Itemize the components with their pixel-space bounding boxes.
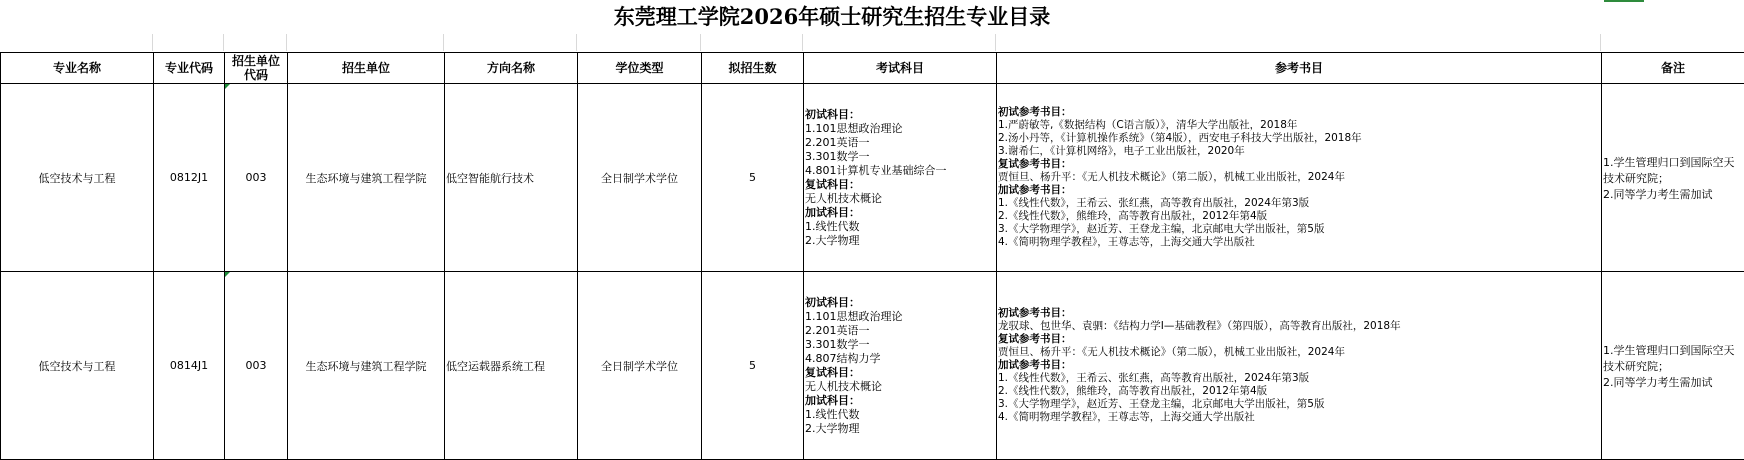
cell-notes[interactable] xyxy=(1602,272,1744,460)
exam-initial-item: 2.201英语一 xyxy=(805,136,995,150)
exam-initial-item: 1.101思想政治理论 xyxy=(805,122,995,136)
books-extra-title: 加试参考书目： xyxy=(998,359,1600,372)
books-extra-item: 1.《线性代数》，王希云、张红燕，高等教育出版社，2024年第3版 xyxy=(998,197,1600,210)
books-extra-title: 加试参考书目： xyxy=(998,184,1600,197)
gridline xyxy=(286,34,287,51)
books-initial-title: 初试参考书目： xyxy=(998,106,1600,119)
books-initial-title: 初试参考书目： xyxy=(998,307,1600,320)
cell-major-code[interactable]: 0814J1 xyxy=(154,272,225,460)
exam-initial-item: 4.807结构力学 xyxy=(805,352,995,366)
cell-major-name[interactable]: 低空技术与工程 xyxy=(1,272,154,460)
cell-major-code[interactable]: 0812J1 xyxy=(154,84,225,272)
header-reference-books[interactable]: 参考书目 xyxy=(997,53,1602,84)
note-item: 2.同等学力考生需加试 xyxy=(1603,186,1743,202)
exam-retest-title: 复试科目： xyxy=(805,178,995,192)
header-row xyxy=(1,53,1744,84)
gridline xyxy=(443,34,444,51)
cell-reference-books[interactable] xyxy=(997,272,1602,460)
cell-unit[interactable]: 生态环境与建筑工程学院 xyxy=(288,84,445,272)
gridline xyxy=(700,34,701,51)
exam-initial-item: 1.101思想政治理论 xyxy=(805,310,995,324)
exam-extra-title: 加试科目： xyxy=(805,206,995,220)
catalog-table xyxy=(0,52,1744,460)
table-row xyxy=(1,84,1744,272)
header-degree-type[interactable]: 学位类型 xyxy=(578,53,702,84)
gridline xyxy=(1600,34,1601,51)
cell-major-name[interactable]: 低空技术与工程 xyxy=(1,84,154,272)
exam-extra-title: 加试科目： xyxy=(805,394,995,408)
books-initial-item: 1.严蔚敏等,《数据结构（C语言版）》，清华大学出版社，2018年 xyxy=(998,119,1600,132)
cell-exam-subjects[interactable] xyxy=(804,272,997,460)
books-extra-item: 4.《简明物理学教程》，王尊志等，上海交通大学出版社 xyxy=(998,411,1600,424)
cell-reference-books[interactable] xyxy=(997,84,1602,272)
gridline xyxy=(576,34,577,51)
exam-extra-item: 1.线性代数 xyxy=(805,220,995,234)
cell-direction[interactable]: 低空智能航行技术 xyxy=(445,84,578,272)
page-title-text: 东莞理工学院2026年硕士研究生招生专业目录 xyxy=(614,4,1050,29)
gridline xyxy=(995,34,996,51)
books-initial-item: 2.汤小丹等，《计算机操作系统》（第4版），西安电子科技大学出版社，2018年 xyxy=(998,132,1600,145)
books-extra-item: 4.《简明物理学教程》，王尊志等，上海交通大学出版社 xyxy=(998,236,1600,249)
note-item: 2.同等学力考生需加试 xyxy=(1603,374,1743,390)
exam-initial-item: 4.801计算机专业基础综合一 xyxy=(805,164,995,178)
exam-retest-item: 无人机技术概论 xyxy=(805,380,995,394)
books-extra-item: 3.《大学物理学》，赵近芳、王登龙主编，北京邮电大学出版社，第5版 xyxy=(998,223,1600,236)
gridline xyxy=(802,34,803,51)
cell-direction[interactable]: 低空运载器系统工程 xyxy=(445,272,578,460)
exam-initial-item: 3.301数学一 xyxy=(805,150,995,164)
header-quota[interactable]: 拟招生数 xyxy=(702,53,804,84)
gridline xyxy=(152,34,153,51)
selection-marker xyxy=(1604,0,1644,2)
header-major-name[interactable]: 专业名称 xyxy=(1,53,154,84)
header-unit-code-text: 招生单位代码 xyxy=(232,54,280,82)
exam-initial-item: 3.301数学一 xyxy=(805,338,995,352)
cell-degree-type[interactable]: 全日制学术学位 xyxy=(578,272,702,460)
books-retest-title: 复试参考书目： xyxy=(998,158,1600,171)
books-extra-item: 1.《线性代数》，王希云、张红燕，高等教育出版社，2024年第3版 xyxy=(998,372,1600,385)
books-extra-item: 2.《线性代数》，熊维玲，高等教育出版社，2012年第4版 xyxy=(998,210,1600,223)
cell-unit-code[interactable]: 003 xyxy=(225,84,288,272)
exam-extra-item: 1.线性代数 xyxy=(805,408,995,422)
note-item: 1.学生管理归口到国际空天技术研究院； xyxy=(1603,342,1743,374)
header-unit-code[interactable] xyxy=(225,53,288,84)
header-exam-subjects[interactable]: 考试科目 xyxy=(804,53,997,84)
header-direction[interactable]: 方向名称 xyxy=(445,53,578,84)
books-retest-item: 贾恒旦、杨升平：《无人机技术概论》（第二版），机械工业出版社，2024年 xyxy=(998,171,1600,184)
gridline xyxy=(223,34,224,51)
cell-unit[interactable]: 生态环境与建筑工程学院 xyxy=(288,272,445,460)
books-extra-item: 2.《线性代数》，熊维玲，高等教育出版社，2012年第4版 xyxy=(998,385,1600,398)
books-initial-item: 3.谢希仁，《计算机网络》，电子工业出版社，2020年 xyxy=(998,145,1600,158)
exam-retest-title: 复试科目： xyxy=(805,366,995,380)
exam-initial-title: 初试科目： xyxy=(805,296,995,310)
table-row xyxy=(1,272,1744,460)
books-initial-item: 龙驭球、包世华、袁驷：《结构力学I—基础教程》（第四版），高等教育出版社，2018年 xyxy=(998,320,1600,333)
note-item: 1.学生管理归口到国际空天技术研究院； xyxy=(1603,154,1743,186)
header-major-code[interactable]: 专业代码 xyxy=(154,53,225,84)
exam-initial-title: 初试科目： xyxy=(805,108,995,122)
cell-quota[interactable]: 5 xyxy=(702,84,804,272)
exam-initial-item: 2.201英语一 xyxy=(805,324,995,338)
books-retest-title: 复试参考书目： xyxy=(998,333,1600,346)
cell-degree-type[interactable]: 全日制学术学位 xyxy=(578,84,702,272)
header-unit[interactable]: 招生单位 xyxy=(288,53,445,84)
exam-extra-item: 2.大学物理 xyxy=(805,234,995,248)
cell-unit-code[interactable]: 003 xyxy=(225,272,288,460)
header-notes[interactable]: 备注 xyxy=(1602,53,1744,84)
page-title xyxy=(0,0,1744,34)
cell-notes[interactable] xyxy=(1602,84,1744,272)
cell-exam-subjects[interactable] xyxy=(804,84,997,272)
books-extra-item: 3.《大学物理学》，赵近芳、王登龙主编，北京邮电大学出版社，第5版 xyxy=(998,398,1600,411)
books-retest-item: 贾恒旦、杨升平：《无人机技术概论》（第二版），机械工业出版社，2024年 xyxy=(998,346,1600,359)
exam-extra-item: 2.大学物理 xyxy=(805,422,995,436)
cell-quota[interactable]: 5 xyxy=(702,272,804,460)
exam-retest-item: 无人机技术概论 xyxy=(805,192,995,206)
